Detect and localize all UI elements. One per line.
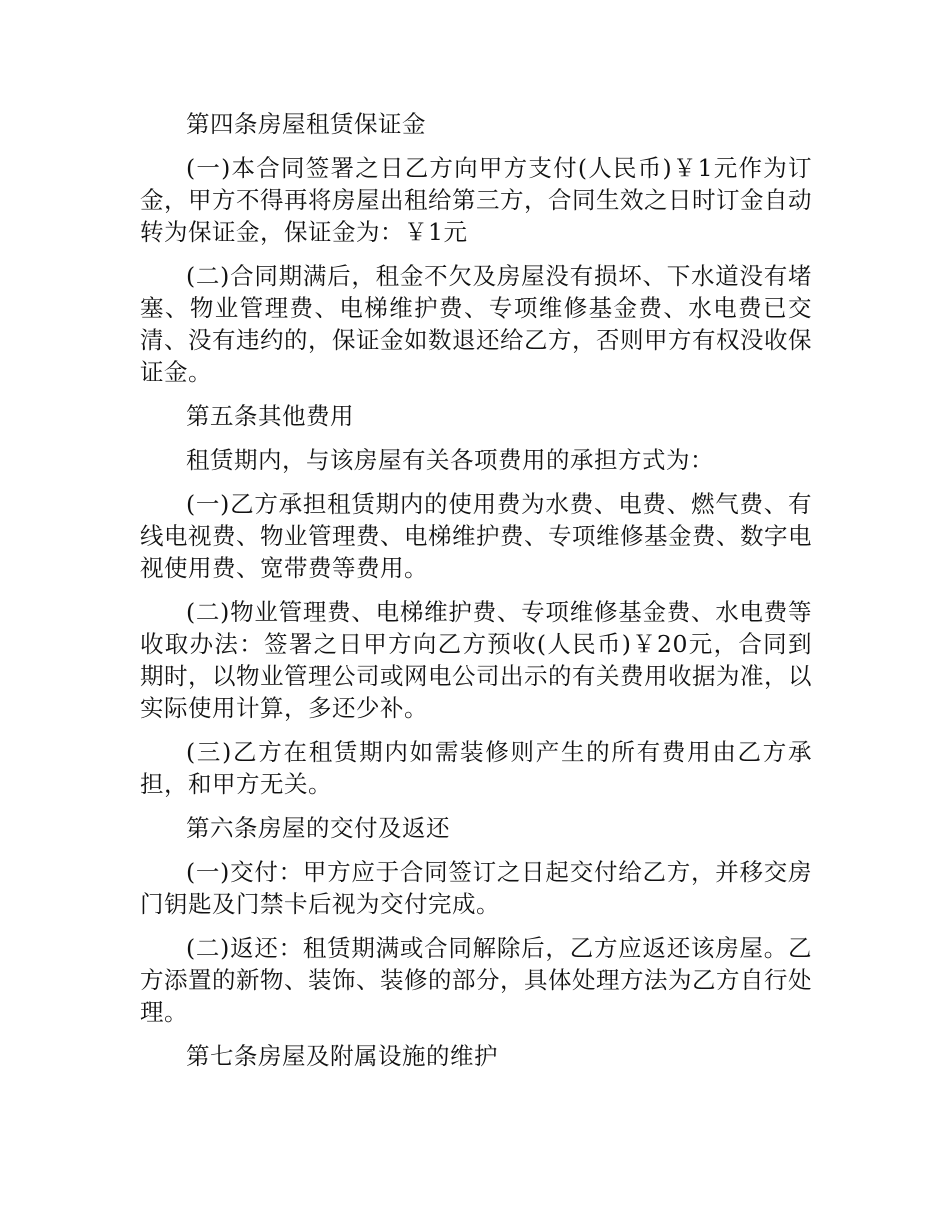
article-5-clause-3: (三)乙方在租赁期内如需装修则产生的所有费用由乙方承担，和甲方无关。 — [140, 738, 812, 798]
article-5-heading: 第五条其他费用 — [186, 402, 354, 430]
article-4-heading: 第四条房屋租赁保证金 — [186, 110, 426, 138]
article-5-intro: 租赁期内，与该房屋有关各项费用的承担方式为： — [186, 446, 714, 474]
article-7-heading: 第七条房屋及附属设施的维护 — [186, 1042, 498, 1070]
article-5-clause-2: (二)物业管理费、电梯维护费、专项维修基金费、水电费等收取办法：签署之日甲方向乙方预收(人民币)￥20元，合同到期时，以物业管理公司或网电公司出示的有关费用收据为准，以实际使用计算，多还少补。 — [140, 598, 812, 722]
article-4-clause-1: (一)本合同签署之日乙方向甲方支付(人民币)￥1元作为订金，甲方不得再将房屋出租给第三方，合同生效之日时订金自动转为保证金，保证金为：￥1元 — [140, 154, 812, 246]
article-6-heading: 第六条房屋的交付及返还 — [186, 814, 450, 842]
article-4-clause-2: (二)合同期满后，租金不欠及房屋没有损坏、下水道没有堵塞、物业管理费、电梯维护费、专项维修基金费、水电费已交清、没有违约的，保证金如数退还给乙方，否则甲方有权没收保证金。 — [140, 262, 812, 386]
article-6-clause-1: (一)交付：甲方应于合同签订之日起交付给乙方，并移交房门钥匙及门禁卡后视为交付完成。 — [140, 858, 812, 918]
article-5-clause-1: (一)乙方承担租赁期内的使用费为水费、电费、燃气费、有线电视费、物业管理费、电梯维护费、专项维修基金费、数字电视使用费、宽带费等费用。 — [140, 490, 812, 582]
document-page — [140, 108, 812, 1084]
article-6-clause-2: (二)返还：租赁期满或合同解除后，乙方应返还该房屋。乙方添置的新物、装饰、装修的部分，具体处理方法为乙方自行处理。 — [140, 934, 812, 1026]
